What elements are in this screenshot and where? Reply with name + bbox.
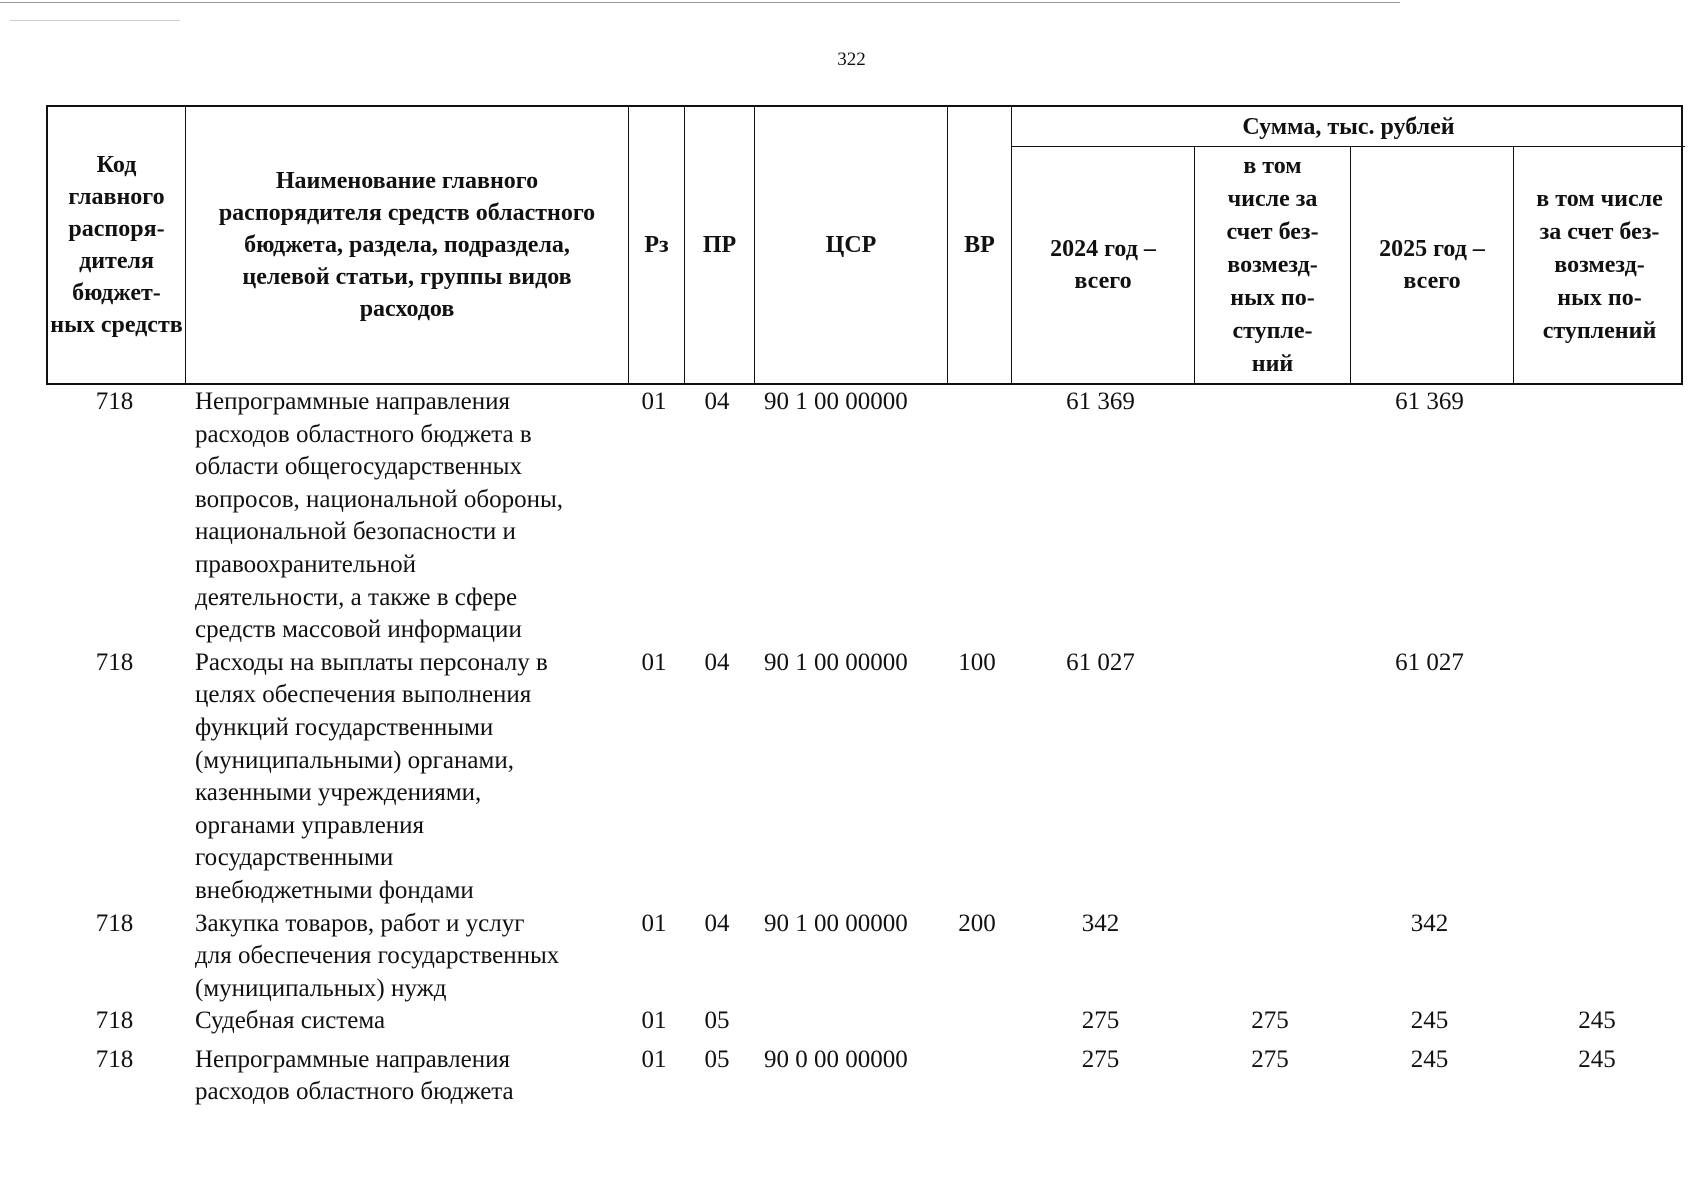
cell-pr: 04 <box>704 909 730 937</box>
cell-vr <box>945 1044 1009 1109</box>
header-2025-total: 2025 год – всего <box>1350 147 1513 383</box>
cell-name: Расходы на выплаты персоналу в целях обеспечения выполнения функций государственными (муниципальными) органами, казенными учреждениями, органами управления государственными внебюджетными фондами <box>195 648 548 904</box>
cell-csr: 90 0 00 00000 <box>764 1045 908 1073</box>
cell-name: Непрограммные направления расходов областного бюджета в области общегосударственных вопросов, национальной обороны, национальной безопасности и правоохранительной деятельности, а также в сфере средств массовой информации <box>195 388 563 644</box>
cell-pr: 04 <box>704 388 730 415</box>
header-2024-grants: в том числе за счет без-возмезд-ных по-ступле-ний <box>1194 147 1350 383</box>
cell-rz: 01 <box>641 1045 667 1073</box>
cell-2024-total: 342 <box>1081 909 1120 937</box>
cell-rz: 01 <box>641 909 667 937</box>
header-code: Код главного распоря-дителя бюджет-ных средств <box>50 152 183 338</box>
cell-code: 718 <box>95 648 134 676</box>
cell-csr: 90 1 00 00000 <box>764 648 908 676</box>
cell-2025-grants: 245 <box>1578 1045 1616 1073</box>
header-2025-grants: в том числе за счет без-возмезд-ных по-ступлений <box>1513 147 1685 383</box>
scan-edge-line <box>10 20 180 21</box>
cell-2025-total: 61 369 <box>1395 388 1464 415</box>
cell-code: 718 <box>95 1007 134 1035</box>
cell-2025-total: 245 <box>1410 1045 1449 1073</box>
header-sum-group: Сумма, тыс. рублей <box>1011 107 1685 147</box>
cell-2025-total: 245 <box>1410 1007 1449 1035</box>
cell-pr: 05 <box>704 1007 730 1035</box>
cell-2025-grants <box>1511 386 1683 647</box>
cell-name: Судебная система <box>195 1007 386 1035</box>
cell-pr: 04 <box>704 648 730 676</box>
cell-vr <box>945 386 1009 647</box>
cell-name: Закупка товаров, работ и услуг для обеспечения государственных (муниципальных) нужд <box>195 909 560 1002</box>
cell-2024-grants <box>1192 386 1348 647</box>
cell-rz: 01 <box>641 1007 667 1035</box>
cell-2024-total: 275 <box>1081 1045 1120 1073</box>
header-vr: ВР <box>947 107 1011 383</box>
cell-vr <box>945 1005 1009 1038</box>
cell-name: Непрограммные направления расходов областного бюджета <box>195 1045 514 1106</box>
header-name: Наименование главного распорядителя средств областного бюджета, раздела, подраздела, целевой статьи, группы видов расходов <box>185 107 628 383</box>
cell-2024-total: 61 369 <box>1066 388 1135 415</box>
cell-2025-grants <box>1511 647 1683 908</box>
cell-2024-grants: 275 <box>1251 1007 1289 1035</box>
cell-2025-total: 61 027 <box>1395 648 1464 676</box>
cell-csr: 90 1 00 00000 <box>764 909 908 937</box>
cell-code: 718 <box>95 909 134 937</box>
cell-pr: 05 <box>704 1045 730 1073</box>
cell-vr: 200 <box>958 909 996 937</box>
cell-code: 718 <box>95 388 134 415</box>
cell-2024-total: 275 <box>1081 1007 1120 1035</box>
cell-2025-grants: 245 <box>1578 1007 1616 1035</box>
table-header <box>46 105 1683 385</box>
cell-2025-total: 342 <box>1410 909 1449 937</box>
header-csr: ЦСР <box>754 107 947 383</box>
cell-2024-grants: 275 <box>1251 1045 1289 1073</box>
cell-code: 718 <box>95 1045 134 1073</box>
cell-2024-grants <box>1192 647 1348 908</box>
table-body <box>46 386 1683 1109</box>
header-rz: Рз <box>628 107 684 383</box>
cell-vr: 100 <box>958 648 996 676</box>
cell-rz: 01 <box>641 388 667 415</box>
cell-2024-total: 61 027 <box>1066 648 1135 676</box>
header-pr: ПР <box>684 107 754 383</box>
scan-edge-line <box>0 2 1400 3</box>
cell-2025-grants <box>1511 908 1683 1006</box>
cell-csr <box>752 1005 945 1038</box>
page-number: 322 <box>837 49 866 70</box>
cell-csr: 90 1 00 00000 <box>764 388 908 415</box>
cell-rz: 01 <box>641 648 667 676</box>
cell-2024-grants <box>1192 908 1348 1006</box>
header-2024-total: 2024 год – всего <box>1011 147 1194 383</box>
